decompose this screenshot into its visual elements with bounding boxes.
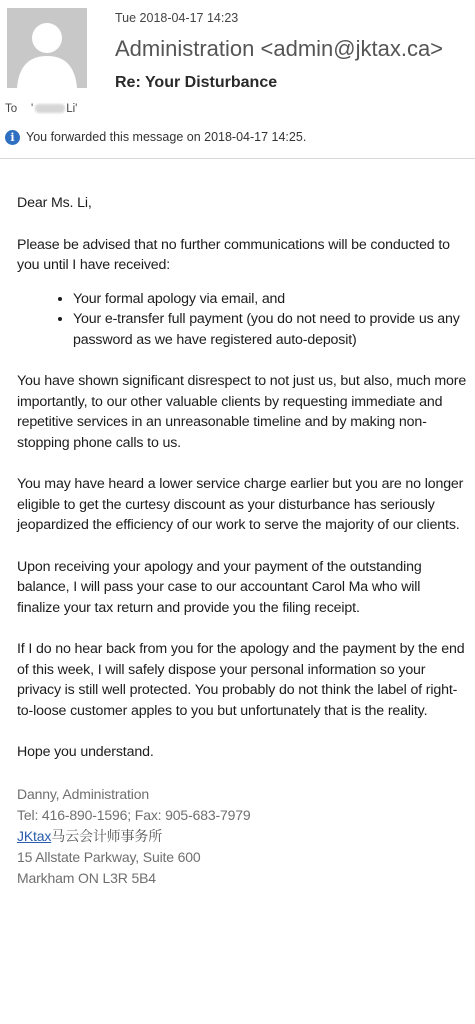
forwarded-info-text: You forwarded this message on 2018-04-17 14:25. bbox=[26, 130, 307, 144]
signature-name: Danny, Administration bbox=[17, 785, 149, 802]
forwarded-info-bar[interactable] bbox=[5, 127, 306, 147]
signature-phone: Tel: 416-890-1596; Fax: 905-683-7979 bbox=[17, 806, 251, 823]
closing-line: Hope you understand. bbox=[17, 744, 154, 760]
requirements-list bbox=[17, 289, 467, 351]
redacted-recipient bbox=[35, 104, 65, 113]
sender-name[interactable]: Administration <admin@jktax.ca> bbox=[115, 36, 444, 61]
body-paragraph-2: You have shown significant disrespect to not just us, but also, much more importantly, to our other valuable clients by requesting immediate and repetitive services in an unreasonable timeline and by making non-stopping phone calls to us. bbox=[17, 373, 467, 451]
recipient-row bbox=[5, 103, 77, 115]
message-subject: Re: Your Disturbance bbox=[115, 74, 278, 91]
body-paragraph-5: If I do no hear back from you for the apology and the payment by the end of this week, I will safely dispose your personal information so your privacy is still well protected. You probably do not think the label of right-to-loose customer apples to you but unfortunately that is the reality. bbox=[17, 641, 465, 719]
sender-avatar[interactable] bbox=[7, 8, 87, 88]
list-item: • Your formal apology via email, and bbox=[73, 289, 467, 310]
company-link[interactable]: JKtax bbox=[17, 827, 52, 844]
sent-date: Tue 2018-04-17 14:23 bbox=[115, 11, 239, 25]
recipient-name[interactable]: Li' bbox=[66, 103, 78, 115]
list-item: • Your e-transfer full payment (you do not need to provide us any password as we have registered auto-deposit) bbox=[73, 309, 467, 350]
info-icon: i bbox=[5, 130, 20, 145]
signature-company bbox=[17, 826, 467, 847]
signature-address-2: Markham ON L3R 5B4 bbox=[17, 869, 156, 886]
email-signature bbox=[17, 784, 467, 889]
body-paragraph-4: Upon receiving your apology and your payment of the outstanding balance, I will pass your case to our accountant Carol Ma who will finalize your tax return and provide you the filing receipt. bbox=[17, 558, 422, 616]
message-body bbox=[17, 193, 467, 889]
company-chinese-name: 马云会计师事务所 bbox=[51, 827, 163, 844]
person-silhouette-icon bbox=[7, 8, 87, 88]
body-paragraph-1: Please be advised that no further communications will be conducted to you until I have received: bbox=[17, 236, 450, 273]
signature-address-1: 15 Allstate Parkway, Suite 600 bbox=[17, 848, 201, 865]
body-paragraph-3: You may have heard a lower service charge earlier but you are no longer eligible to get the curtesy discount as your disturbance has seriously jeopardized the efficiency of our work to serve the majority of our clients. bbox=[17, 476, 464, 533]
greeting: Dear Ms. Li, bbox=[17, 195, 92, 211]
recipient-quote: ' bbox=[31, 103, 34, 115]
header-divider bbox=[0, 158, 475, 159]
message-header bbox=[0, 0, 475, 160]
to-label: To bbox=[5, 103, 18, 115]
